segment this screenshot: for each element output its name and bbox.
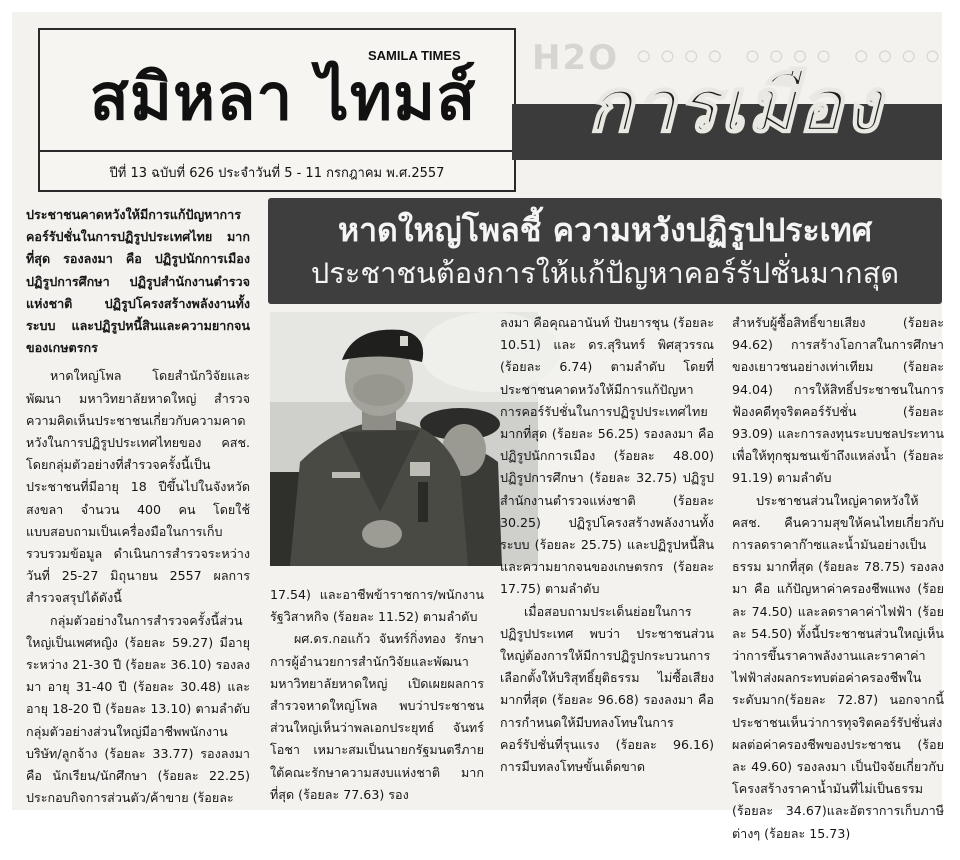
body-paragraph: ประชาชนส่วนใหญ่คาดหวังให้ คสช. คืนความสุขให้คนไทยเกี่ยวกับการลดราคาก๊าซและน้ำมันอย่างเป็นธรรม มากที่สุด (ร้อยละ 78.75) รองลงมา คือ แก้ปัญหาค่าครองชีพแพง (ร้อยละ 74.50) และลดราคาค่าไฟฟ้า (ร้อยละ 54.50) ทั้งนี้ประชาชนส่วนใหญ่เห็นว่าการขึ้นราคาพลังงานและราคาค่าไฟฟ้าส่งผลกระทบต่อค่าครองชีพในระดับมาก(ร้อยละ 72.87) นอกจากนี้ประชาชนเห็นว่าการทุจริตคอร์รัปชั่นส่งผลต่อค่าครองชีพของประชาชน (ร้อยละ 49.60) รองลงมา เป็นปัจจัยเกี่ยวกับโครงสร้างราคาน้ำมันที่ไม่เป็นธรรม (ร้อยละ 34.67)และอัตราการเก็บภาษีต่างๆ (ร้อยละ 15.73)	[732, 492, 944, 841]
body-paragraph: กลุ่มตัวอย่างในการสำรวจครั้งนี้ส่วนใหญ่เป็นเพศหญิง (ร้อยละ 59.27) มีอายุระหว่าง 21-30 ปี (ร้อยละ 36.10) รองลงมา อายุ 31-40 ปี (ร้อยละ 30.48) และอายุ 18-20 ปี (ร้อยละ 13.10) ตามลำดับ กลุ่มตัวอย่างส่วนใหญ่มีอาชีพพนักงานบริษัท/ลูกจ้าง (ร้อยละ 33.77) รองลงมา คือ นักเรียน/นักศึกษา (ร้อยละ 22.25) ประกอบกิจการส่วนตัว/ค้าขาย (ร้อยละ	[26, 612, 250, 806]
body-paragraph: หาดใหญ่โพล โดยสำนักวิจัยและพัฒนา มหาวิทยาลัยหาดใหญ่ สำรวจความคิดเห็นประชาชนเกี่ยวกับความคาดหวังในการปฏิรูปประเทศไทยของ คสช. โดยกลุ่มตัวอย่างที่สำรวจครั้งนี้เป็นประชาชนที่มีอายุ 18 ปีขึ้นไปในจังหวัดสงขลา จำนวน 400 คน โดยใช้แบบสอบถามเป็นเครื่องมือในการเก็บรวบรวมข้อมูล ดำเนินการสำรวจระหว่างวันที่ 25-27 มิถุนายน 2557 ผลการสำรวจสรุปได้ดังนี้	[26, 368, 250, 606]
body-paragraph: สำหรับผู้ซื้อสิทธิ์ขายเสียง (ร้อยละ 94.62) การสร้างโอกาสในการศึกษาของเยาวชนอย่างเท่าเทียม (ร้อยละ 94.04) การให้สิทธิ์ประชาชนในการฟ้องคดีทุจริตคอร์รัปชั่น (ร้อยละ 93.09) และการลงทุนระบบชลประทานเพื่อให้ทุกชุมชนเข้าถึงแหล่งน้ำ (ร้อยละ 91.19) ตามลำดับ	[732, 315, 944, 486]
masthead-logo	[58, 52, 508, 142]
body-paragraph: ลงมา คือคุณอานันท์ ปันยารชุน (ร้อยละ 10.51) และ ดร.สุรินทร์ พิศสุวรรณ (ร้อยละ 6.74) ตามลำดับ โดยที่ประชาชนคาดหวังให้มีการแก้ปัญหาการคอร์รัปชั่นในการปฏิรูปประเทศไทย มากที่สุด (ร้อยละ 56.25) รองลงมา คือ ปฏิรูปนักการเมือง (ร้อยละ 48.00) ปฏิรูปการศึกษา (ร้อยละ 32.75) ปฏิรูปสำนักงานตำรวจแห่งชาติ (ร้อยละ 30.25) ปฏิรูปโครงสร้างพลังงานทั้งระบบ (ร้อยละ 25.75) และปฏิรูปหนี้สินและความยากจนของเกษตรกร (ร้อยละ 17.75) ตามลำดับ	[500, 315, 714, 597]
headline-box	[268, 198, 942, 304]
body-paragraph: ผศ.ดร.กอแก้ว จันทร์กิ่งทอง รักษาการผู้อำนวยการสำนักวิจัยและพัฒนา มหาวิทยาลัยหาดใหญ่ เปิดเผยผลการสำรวจหาดใหญ่โพล พบว่าประชาชนส่วนใหญ่เห็นว่าพลเอกประยุทธ์ จันทร์โอชา เหมาะสมเป็นนายกรัฐมนตรีภายใต้คณะรักษาความสงบแห่งชาติ มากที่สุด (ร้อยละ 77.63) รอง	[270, 631, 484, 802]
masthead-english-name: SAMILA TIMES	[368, 48, 461, 63]
article-column-1	[26, 204, 250, 809]
section-title: การเมือง	[587, 63, 883, 149]
headline-sub: ประชาชนต้องการให้แก้ปัญหาคอร์รัปชั่นมากสุด	[310, 256, 900, 290]
headline-main: หาดใหญ่โพลชี้ ความหวังปฏิรูปประเทศ	[337, 211, 873, 249]
body-paragraph: 17.54) และอาชีพข้าราชการ/พนักงานรัฐวิสาหกิจ (ร้อยละ 11.52) ตามลำดับ	[270, 587, 484, 625]
article-column-3	[500, 312, 714, 778]
newspaper-page	[12, 12, 946, 841]
article-column-4	[732, 312, 944, 845]
lead-paragraph: ประชาชนคาดหวังให้มีการแก้ปัญหาการคอร์รัปชั่นในการปฏิรูปประเทศไทย มากที่สุด รองลงมา คือ ปฏิรูปนักการเมือง ปฏิรูปการศึกษา ปฏิรูปสำนักงานตำรวจแห่งชาติ ปฏิรูปโครงสร้างพลังงานทั้งระบบ และปฏิรูปหนี้สินและความยากจนของเกษตรกร	[26, 207, 250, 356]
news-photo	[270, 312, 538, 566]
masthead-divider	[40, 150, 514, 152]
issue-line: ปีที่ 13 ฉบับที่ 626 ประจำวันที่ 5 - 11 กรกฎาคม พ.ศ.2557	[109, 166, 445, 181]
logo-text: สมิหลา ไทมส์	[89, 61, 477, 135]
article-column-2	[270, 584, 484, 806]
body-paragraph: เมื่อสอบถามประเด็นย่อยในการปฏิรูปประเทศ พบว่า ประชาชนส่วนใหญ่ต้องการให้มีการปฏิรูปกระบวนการเลือกตั้งให้บริสุทธิ์ยุติธรรม ไม่ซื้อเสียง มากที่สุด (ร้อยละ 96.68) รองลงมา คือการกำหนดให้มีบทลงโทษในการคอร์รัปชั่นที่รุนแรง (ร้อยละ 96.16) การมีบทลงโทษขั้นเด็ดขาด	[500, 603, 714, 775]
background-bleed-text: H2O ◦◦◦◦ ◦◦◦◦ ◦◦◦◦	[532, 38, 946, 78]
masthead	[38, 28, 516, 192]
